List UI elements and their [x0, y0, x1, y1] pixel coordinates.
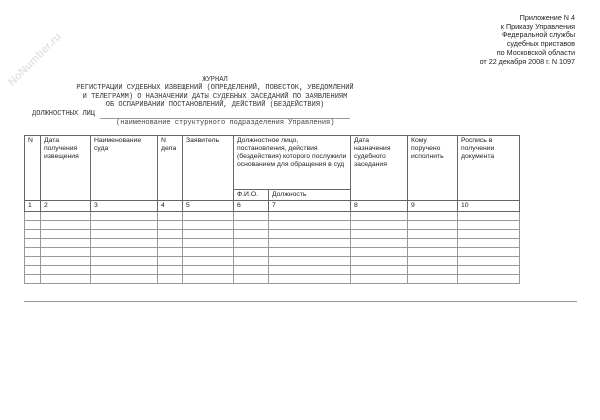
table-cell[interactable]: [158, 257, 183, 266]
column-number: 1: [25, 201, 41, 212]
title-line: И ТЕЛЕГРАММ) О НАЗНАЧЕНИИ ДАТЫ СУДЕБНЫХ ЗАСЕДАНИЙ ПО ЗАЯВЛЕНИЯМ: [82, 92, 348, 101]
table-row: [25, 239, 520, 248]
table-cell[interactable]: [458, 275, 520, 284]
table-cell[interactable]: [269, 248, 351, 257]
header-cell: N: [25, 136, 41, 201]
header-cell: Заявитель: [183, 136, 234, 201]
table-cell[interactable]: [41, 248, 91, 257]
table-cell[interactable]: [269, 275, 351, 284]
table-cell[interactable]: [91, 275, 158, 284]
table-cell[interactable]: [351, 257, 408, 266]
table-cell[interactable]: [25, 230, 41, 239]
table-cell[interactable]: [234, 221, 269, 230]
table-cell[interactable]: [234, 239, 269, 248]
table-cell[interactable]: [25, 221, 41, 230]
table-row: [25, 221, 520, 230]
table-cell[interactable]: [458, 248, 520, 257]
appendix-block: [480, 14, 575, 66]
table-row: [25, 212, 520, 221]
table-cell[interactable]: [41, 212, 91, 221]
table-cell[interactable]: [183, 257, 234, 266]
officials-label: ДОЛЖНОСТНЫХ ЛИЦ: [32, 110, 96, 118]
table-row: [25, 266, 520, 275]
appendix-line: к Приказу Управления: [500, 21, 575, 31]
column-number: 7: [269, 201, 351, 212]
table-cell[interactable]: [269, 239, 351, 248]
table-cell[interactable]: [269, 230, 351, 239]
table-cell[interactable]: [408, 239, 458, 248]
table-cell[interactable]: [25, 275, 41, 284]
title-line: ОБ ОСПАРИВАНИИ ПОСТАНОВЛЕНИЙ, ДЕЙСТВИЙ (БЕЗДЕЙСТВИЯ): [105, 100, 325, 109]
table-cell[interactable]: [41, 230, 91, 239]
table-cell[interactable]: [408, 266, 458, 275]
header-cell: Дата назначения судебного заседания: [351, 136, 408, 201]
header-cell: Дата получения извещения: [41, 136, 91, 201]
appendix-line: Федеральной службы: [501, 30, 575, 40]
table-cell[interactable]: [408, 248, 458, 257]
table-cell[interactable]: [91, 230, 158, 239]
table-cell[interactable]: [25, 257, 41, 266]
column-number: 3: [91, 201, 158, 212]
table-cell[interactable]: [91, 239, 158, 248]
appendix-line: Приложение N 4: [519, 13, 575, 22]
subheader-cell: Ф.И.О.: [234, 190, 269, 201]
table-cell[interactable]: [91, 221, 158, 230]
journal-title: [40, 76, 390, 109]
table-cell[interactable]: [269, 221, 351, 230]
table-cell[interactable]: [234, 212, 269, 221]
table-cell[interactable]: [234, 266, 269, 275]
table-cell[interactable]: [183, 239, 234, 248]
table-row: [25, 230, 520, 239]
column-number: 8: [351, 201, 408, 212]
table-cell[interactable]: [41, 266, 91, 275]
appendix-line: судебных приставов: [506, 39, 575, 49]
table-cell[interactable]: [351, 221, 408, 230]
header-cell: Роспись в получении документа: [458, 136, 520, 201]
table-cell[interactable]: [91, 212, 158, 221]
table-cell[interactable]: [408, 257, 458, 266]
title-line: РЕГИСТРАЦИИ СУДЕБНЫХ ИЗВЕЩЕНИЙ (ОПРЕДЕЛЕНИЙ, ПОВЕСТОК, УВЕДОМЛЕНИЙ: [76, 84, 354, 93]
table-cell[interactable]: [158, 266, 183, 275]
table-cell[interactable]: [158, 248, 183, 257]
table-cell[interactable]: [458, 266, 520, 275]
subdivision-hint: (наименование структурного подразделения Управления): [116, 119, 335, 127]
table-cell[interactable]: [351, 230, 408, 239]
header-cell: Должностное лицо, постановления, действия (бездействия) которого послужили основанием для обращения в суд: [234, 136, 351, 190]
table-cell[interactable]: [183, 266, 234, 275]
column-number-row: [25, 201, 520, 212]
appendix-line: по Московской области: [496, 47, 575, 57]
table-cell[interactable]: [351, 239, 408, 248]
table-cell[interactable]: [41, 221, 91, 230]
column-number: 2: [41, 201, 91, 212]
table-cell[interactable]: [183, 248, 234, 257]
table-cell[interactable]: [158, 275, 183, 284]
table-cell[interactable]: [25, 266, 41, 275]
table-cell[interactable]: [25, 212, 41, 221]
table-cell[interactable]: [41, 275, 91, 284]
table-cell[interactable]: [234, 248, 269, 257]
table-cell[interactable]: [458, 212, 520, 221]
table-cell[interactable]: [91, 257, 158, 266]
table-cell[interactable]: [158, 230, 183, 239]
table-cell[interactable]: [351, 212, 408, 221]
title-line: ЖУРНАЛ: [202, 76, 228, 84]
table-cell[interactable]: [41, 239, 91, 248]
table-cell[interactable]: [183, 230, 234, 239]
table-cell[interactable]: [158, 212, 183, 221]
column-number: 4: [158, 201, 183, 212]
journal-table: [24, 135, 520, 284]
table-cell[interactable]: [458, 221, 520, 230]
table-cell[interactable]: [458, 239, 520, 248]
table-cell[interactable]: [183, 212, 234, 221]
table-cell[interactable]: [158, 221, 183, 230]
table-cell[interactable]: [408, 212, 458, 221]
subheader-cell: Должность: [269, 190, 351, 201]
table-cell[interactable]: [234, 230, 269, 239]
column-number: 9: [408, 201, 458, 212]
table-cell[interactable]: [408, 275, 458, 284]
table-row: [25, 248, 520, 257]
header-cell: N дела: [158, 136, 183, 201]
table-cell[interactable]: [234, 275, 269, 284]
column-number: 5: [183, 201, 234, 212]
table-cell[interactable]: [183, 275, 234, 284]
table-row: [25, 257, 520, 266]
divider: [24, 301, 577, 302]
table-cell[interactable]: [234, 257, 269, 266]
table-cell[interactable]: [25, 248, 41, 257]
header-cell: Наименование суда: [91, 136, 158, 201]
table-cell[interactable]: [351, 248, 408, 257]
table-cell[interactable]: [91, 248, 158, 257]
table-cell[interactable]: [158, 239, 183, 248]
table-cell[interactable]: [351, 266, 408, 275]
table-cell[interactable]: [408, 221, 458, 230]
table-cell[interactable]: [408, 230, 458, 239]
table-cell[interactable]: [25, 239, 41, 248]
table-cell[interactable]: [41, 257, 91, 266]
table-cell[interactable]: [183, 221, 234, 230]
column-number: 10: [458, 201, 520, 212]
table-cell[interactable]: [269, 266, 351, 275]
table-row: [25, 275, 520, 284]
table-cell[interactable]: [91, 266, 158, 275]
watermark: NoNumber.ru: [6, 30, 64, 89]
table-cell[interactable]: [351, 275, 408, 284]
appendix-line: от 22 декабря 2008 г. N 1097: [479, 56, 575, 66]
table-cell[interactable]: [269, 257, 351, 266]
table-cell[interactable]: [458, 230, 520, 239]
header-cell: Кому поручено исполнить: [408, 136, 458, 201]
column-number: 6: [234, 201, 269, 212]
table-cell[interactable]: [269, 212, 351, 221]
table-cell[interactable]: [458, 257, 520, 266]
